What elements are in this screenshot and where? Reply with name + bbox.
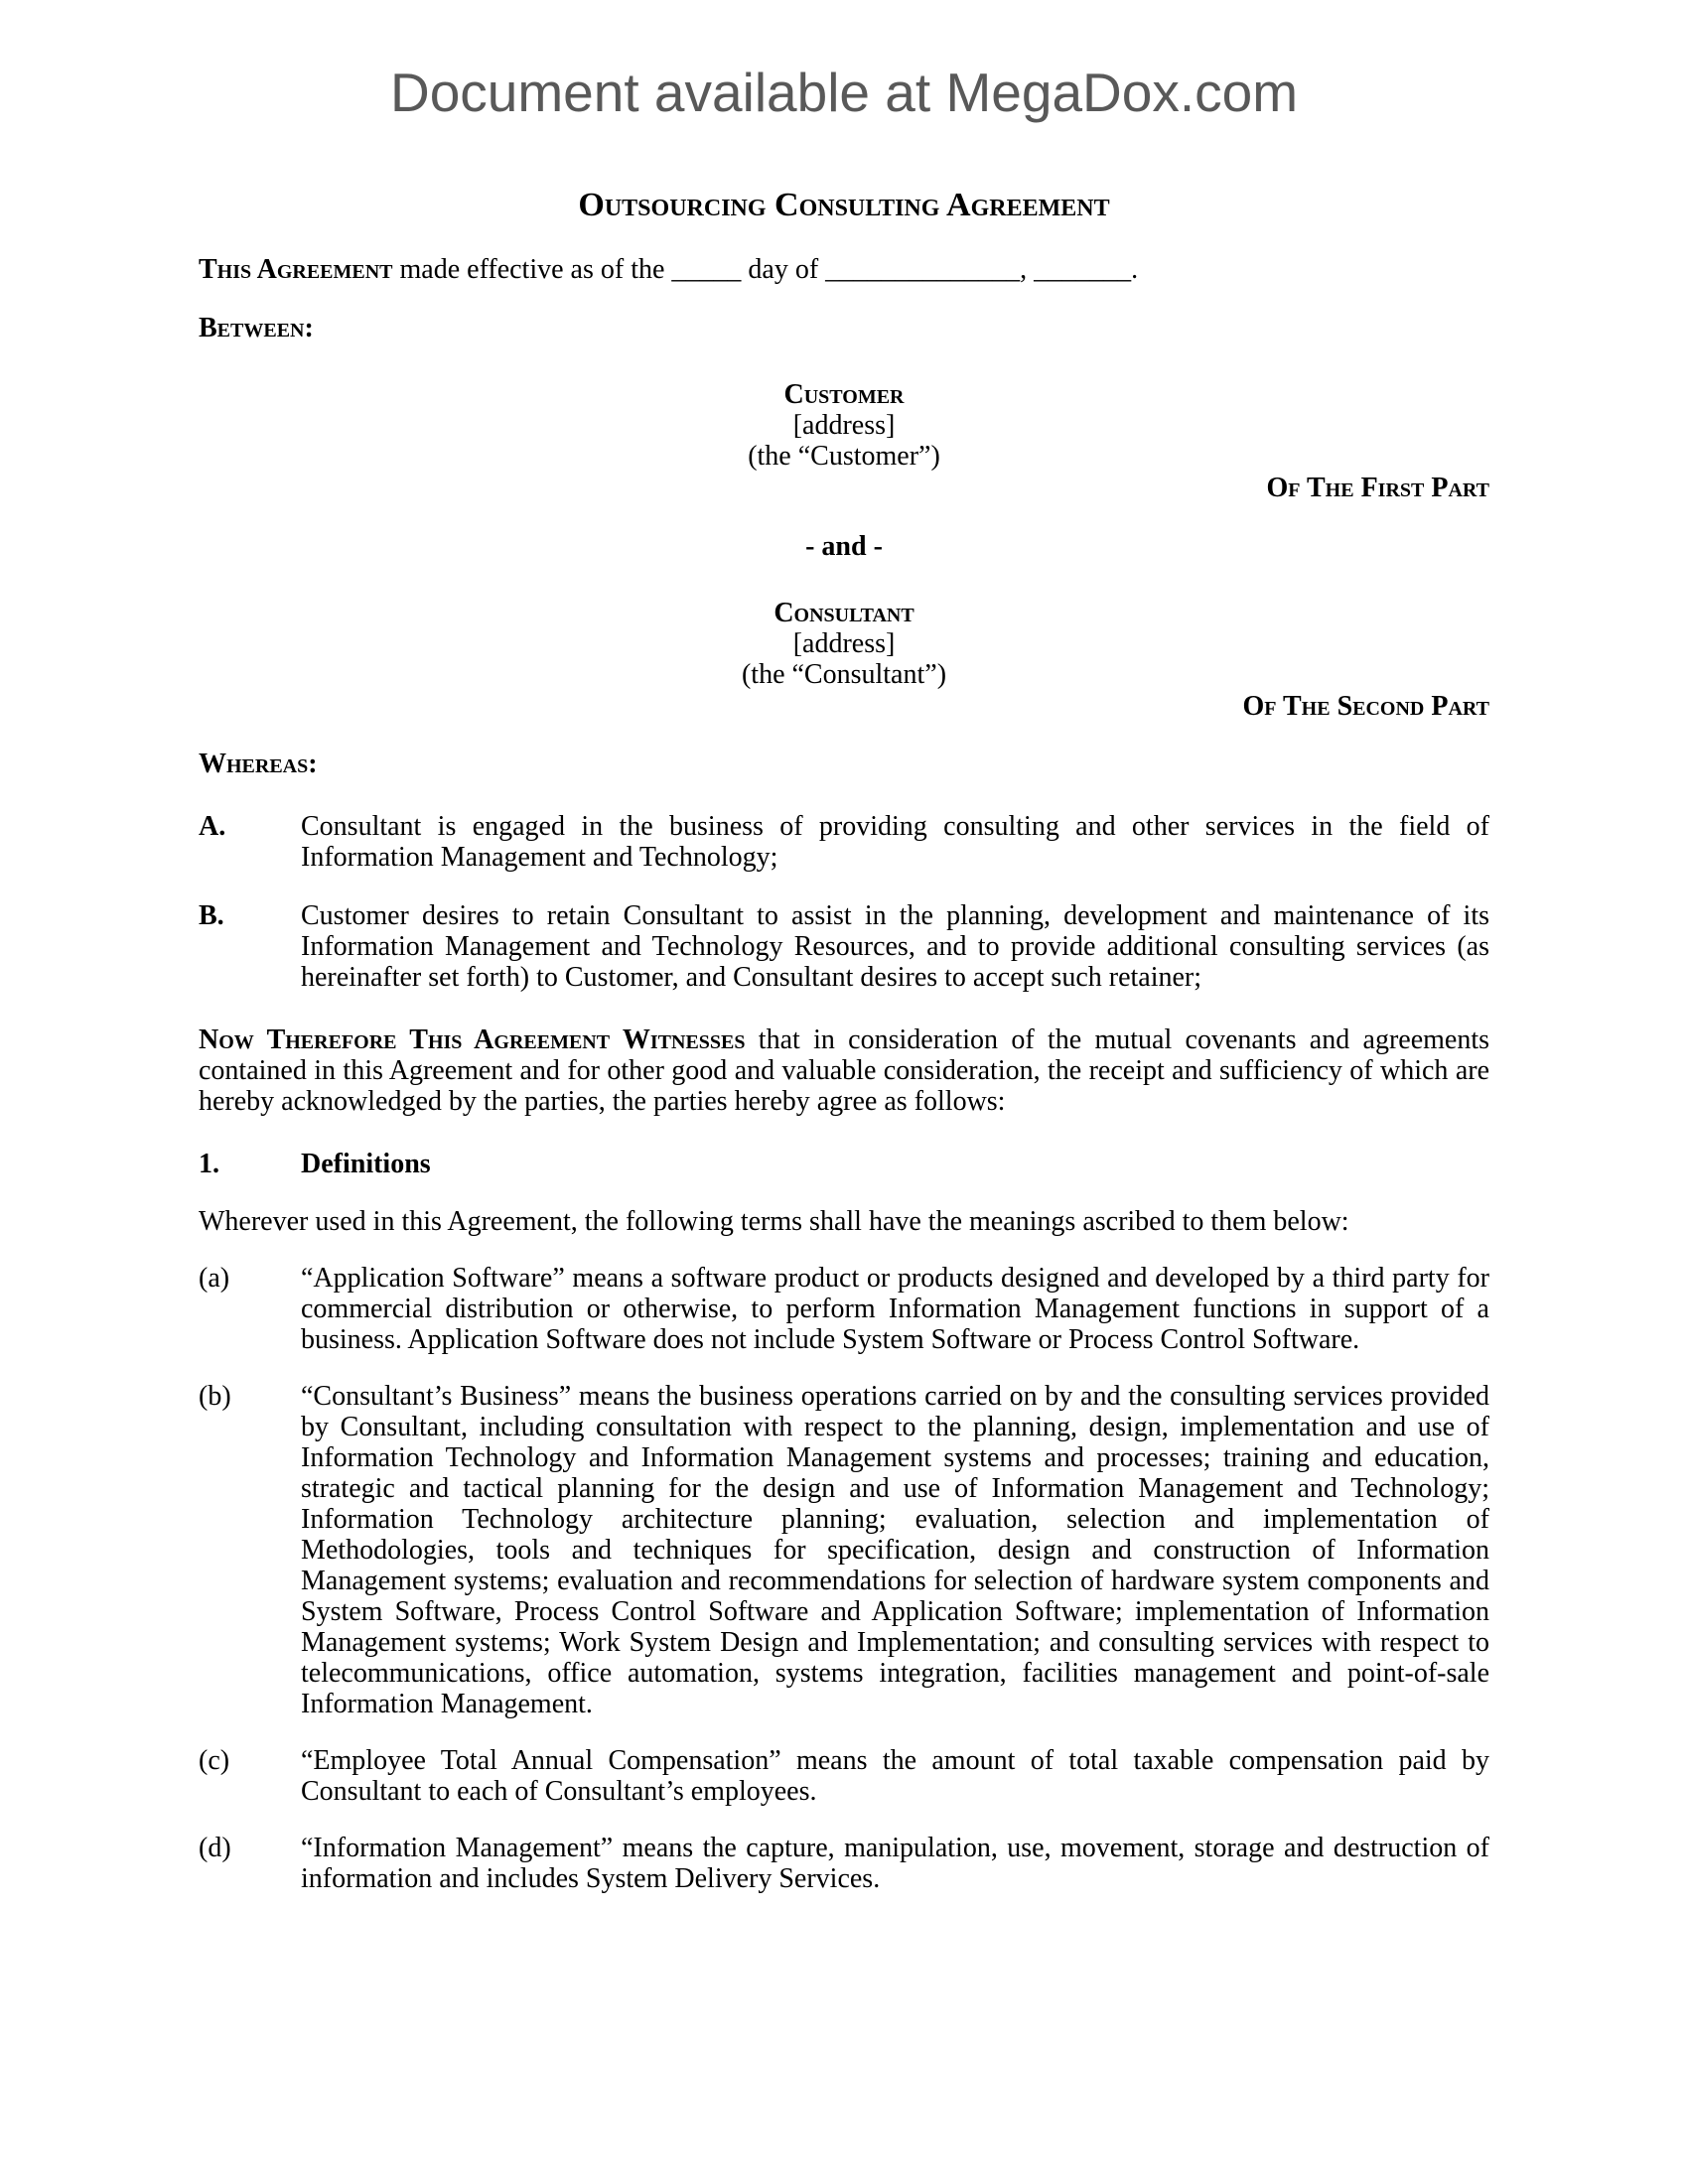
recital-b-label: B.: [199, 900, 224, 931]
definition-b-label: (b): [199, 1381, 231, 1412]
definition-a-label: (a): [199, 1263, 230, 1294]
intro-clause: [199, 254, 1489, 285]
section-1-heading: Definitions: [301, 1149, 431, 1179]
document-content: [0, 187, 1688, 1894]
consultant-party-block: [199, 598, 1489, 690]
watermark-text: Document available at MegaDox.com: [389, 62, 1299, 123]
recital-a-row: [199, 811, 1489, 873]
definition-a-row: [199, 1263, 1489, 1355]
between-label: Between:: [199, 313, 314, 343]
definition-a-text: “Application Software” means a software product or products designed and developed by a third party for commercial distribution or otherwise, to perform Information Management functions in support of a business. Application Software does not include System Software or Process Control Software.: [301, 1263, 1489, 1355]
document-title: Outsourcing Consulting Agreement: [578, 187, 1110, 223]
definitions-intro: Wherever used in this Agreement, the following terms shall have the meanings ascribed to them below:: [199, 1206, 1349, 1237]
customer-address-placeholder: [address]: [792, 410, 896, 441]
customer-name: Customer: [783, 379, 905, 410]
intro-clause-text: made effective as of the _____ day of ______________, _______.: [392, 254, 1139, 285]
definition-c-row: [199, 1745, 1489, 1807]
now-therefore-text: that in consideration of the mutual covenants and agreements contained in this Agreement and for other good and valuable consideration, the receipt and sufficiency of which are hereby acknowledged by the parties, the parties hereby agree as follows:: [199, 1024, 1490, 1117]
now-therefore-lead: Now Therefore This Agreement Witnesses: [199, 1024, 746, 1055]
section-1-number: 1.: [199, 1149, 219, 1179]
recital-a-text: Consultant is engaged in the business of providing consulting and other services in the field of Information Management and Technology;: [301, 811, 1489, 873]
recital-b-row: [199, 900, 1489, 993]
intro-clause-lead: This Agreement: [199, 254, 393, 285]
recital-a-label: A.: [199, 811, 226, 842]
now-therefore-clause: [199, 1024, 1489, 1117]
definition-d-label: (d): [199, 1833, 231, 1863]
consultant-address-placeholder: [address]: [792, 628, 896, 659]
definition-c-label: (c): [199, 1745, 230, 1776]
definition-d-text: “Information Management” means the capture, manipulation, use, movement, storage and destruction of information and includes System Delivery Services.: [301, 1833, 1489, 1894]
whereas-label: Whereas:: [199, 749, 318, 779]
first-part-designation: Of The First Part: [1266, 473, 1489, 503]
definition-b-row: [199, 1381, 1489, 1719]
section-1-heading-row: [199, 1149, 1489, 1179]
definition-c-text: “Employee Total Annual Compensation” means the amount of total taxable compensation paid by Consultant to each of Consultant’s employees.: [301, 1745, 1489, 1807]
and-separator: - and -: [805, 531, 883, 562]
customer-party-block: [199, 379, 1489, 472]
customer-alias: (the “Customer”): [748, 441, 940, 472]
second-part-designation: Of The Second Part: [1242, 691, 1489, 722]
consultant-alias: (the “Consultant”): [741, 659, 947, 690]
consultant-name: Consultant: [774, 598, 914, 628]
recital-b-text: Customer desires to retain Consultant to assist in the planning, development and maintenance of its Information Management and Technology Resources, and to provide additional consulting services (as hereinafter set forth) to Customer, and Consultant desires to accept such retainer;: [301, 900, 1489, 993]
definition-b-text: “Consultant’s Business” means the business operations carried on by and the consulting services provided by Consultant, including consultation with respect to the planning, design, implementation and use of Information Technology and Information Management systems and processes; training and education, strategic and tactical planning for the design and use of Information Management and Technology; Information Technology architecture planning; evaluation, selection and implementation of Methodologies, tools and techniques for specification, design and construction of Information Management systems; evaluation and recommendations for selection of hardware system components and System Software, Process Control Software and Application Software; implementation of Information Management systems; Work System Design and Implementation; and consulting services with respect to telecommunications, office automation, systems integration, facilities management and point-of-sale Information Management.: [301, 1381, 1489, 1719]
definition-d-row: [199, 1833, 1489, 1894]
